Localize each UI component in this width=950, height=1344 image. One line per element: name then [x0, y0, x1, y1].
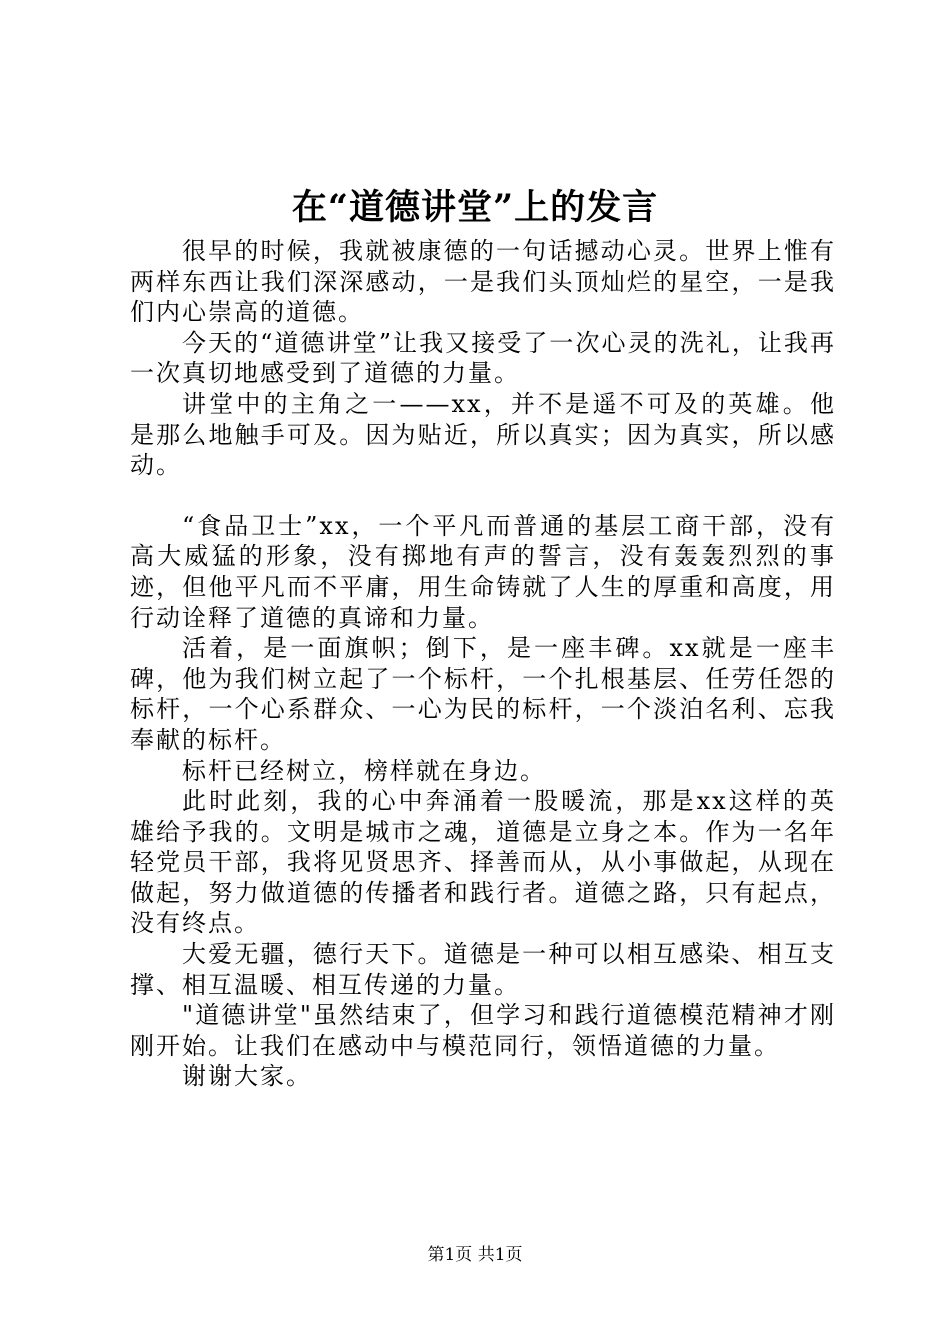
- page-footer: 第1页 共1页: [427, 1245, 523, 1265]
- paragraph-3: 讲堂中的主角之一——xx，并不是遥不可及的英雄。他是那么地触手可及。因为贴近，所以真实；因为真实，所以感动。: [130, 389, 836, 480]
- paragraph-4: “食品卫士”xx，一个平凡而普通的基层工商干部，没有高大威猛的形象，没有掷地有声的誓言，没有轰轰烈烈的事迹，但他平凡而不平庸，用生命铸就了人生的厚重和高度，用行动诠释了道德的真谛和力量。: [130, 511, 836, 632]
- paragraph-9: "道德讲堂"虽然结束了，但学习和践行道德模范精神才刚刚开始。让我们在感动中与模范同行，领悟道德的力量。: [130, 1001, 836, 1060]
- paragraph-8: 大爱无疆，德行天下。道德是一种可以相互感染、相互支撑、相互温暖、相互传递的力量。: [130, 940, 836, 999]
- paragraph-2: 今天的“道德讲堂”让我又接受了一次心灵的洗礼，让我再一次真切地感受到了道德的力量。: [130, 328, 836, 388]
- paragraph-1: 很早的时候，我就被康德的一句话撼动心灵。世界上惟有两样东西让我们深深感动，一是我们头顶灿烂的星空，一是我们内心崇高的道德。: [130, 237, 836, 327]
- document-body: [130, 236, 836, 1092]
- paragraph-6: 标杆已经树立，榜样就在身边。: [182, 756, 546, 785]
- document-title: 在“道德讲堂”上的发言: [291, 187, 659, 228]
- paragraph-10: 谢谢大家。: [182, 1062, 312, 1091]
- paragraph-5: 活着，是一面旗帜；倒下，是一座丰碑。xx就是一座丰碑，他为我们树立起了一个标杆，一个扎根基层、任劳任怨的标杆，一个心系群众、一心为民的标杆，一个淡泊名利、忘我奉献的标杆。: [130, 634, 836, 754]
- paragraph-7: 此时此刻，我的心中奔涌着一股暖流，那是xx这样的英雄给予我的。文明是城市之魂，道德是立身之本。作为一名年轻党员干部，我将见贤思齐、择善而从，从小事做起，从现在做起，努力做道德的传播者和践行者。道德之路，只有起点，没有终点。: [130, 787, 836, 938]
